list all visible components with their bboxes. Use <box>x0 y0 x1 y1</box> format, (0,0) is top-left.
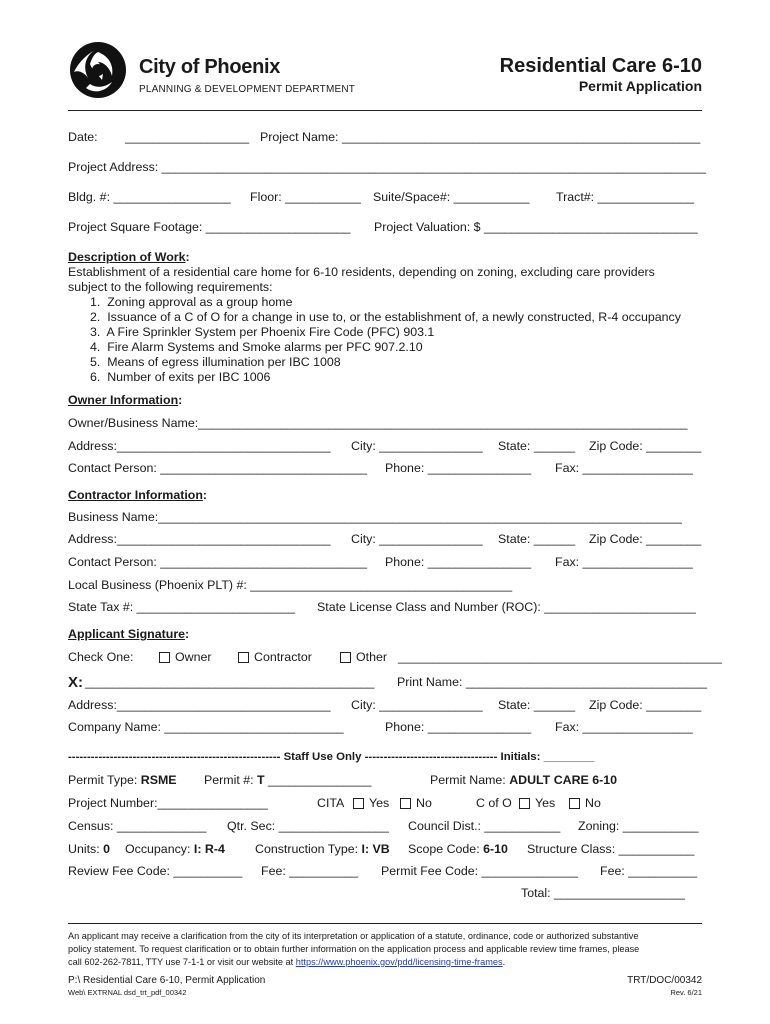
structure-class-field[interactable]: Structure Class: ___________ <box>527 842 695 856</box>
floor-field[interactable]: Floor: ___________ <box>250 190 361 204</box>
footer-divider <box>68 923 702 924</box>
contractor-phone-field[interactable]: Phone: _______________ <box>385 555 532 569</box>
form-title: Residential Care 6-10 <box>499 55 702 77</box>
signature-field[interactable]: __________________________________________ <box>85 675 375 689</box>
company-name-field[interactable]: Company Name: __________________________ <box>68 720 344 734</box>
cita-label: CITA <box>317 796 345 810</box>
bldg-field[interactable]: Bldg. #: _________________ <box>68 190 231 204</box>
contractor-name-field[interactable]: Business Name:____________________________________________________________________________ <box>68 510 682 524</box>
local-business-field[interactable]: Local Business (Phoenix PLT) #: ______________________________________ <box>68 578 513 592</box>
requirement-item: 6. Number of exits per IBC 1006 <box>90 370 271 384</box>
project-number-field[interactable]: Project Number:________________ <box>68 796 268 810</box>
footer-notice-line-2: policy statement. To request clarification or to obtain further information on the application process and applicable review time frames, please <box>68 944 640 954</box>
footer-notice-line-3: call 602-262-7811, TTY use 7-1-1 or visit our website at https://www.phoenix.gov/pdd/licensing-time-frames. <box>68 957 506 967</box>
applicant-city-field[interactable]: City: _______________ <box>351 698 483 712</box>
cofo-yes-checkbox[interactable]: Yes <box>519 796 555 811</box>
owner-zip-field[interactable]: Zip Code: ________ <box>589 439 702 453</box>
tract-field[interactable]: Tract#: ______________ <box>556 190 695 204</box>
checkbox-icon <box>569 798 580 809</box>
staff-use-divider: -------------------------------------------------------- Staff Use Only ----------------------------------- Initials: ________ <box>68 751 595 763</box>
permit-fee-code-field[interactable]: Permit Fee Code: ______________ <box>381 864 579 878</box>
contractor-checkbox[interactable]: Contractor <box>238 650 312 665</box>
cita-yes-checkbox[interactable]: Yes <box>353 796 389 811</box>
state-tax-field[interactable]: State Tax #: _______________________ <box>68 600 296 614</box>
permit-type: Permit Type: RSME <box>68 773 177 787</box>
review-fee-field[interactable]: Fee: __________ <box>261 864 359 878</box>
council-district-field[interactable]: Council Dist.: ___________ <box>408 819 561 833</box>
owner-fax-field[interactable]: Fax: ________________ <box>555 461 693 475</box>
header-divider <box>68 110 702 111</box>
permit-number: Permit #: T _______________ <box>204 773 372 787</box>
applicant-phone-field[interactable]: Phone: _______________ <box>385 720 532 734</box>
signature-x-label: X: <box>68 674 83 691</box>
project-name-field[interactable]: Project Name: ____________________________________________________ <box>260 130 701 144</box>
checkbox-icon <box>353 798 364 809</box>
state-license-field[interactable]: State License Class and Number (ROC): ______________________ <box>317 600 696 614</box>
contractor-fax-field[interactable]: Fax: ________________ <box>555 555 693 569</box>
licensing-time-frames-link[interactable]: https://www.phoenix.gov/pdd/licensing-time-frames <box>295 957 503 967</box>
print-name-field[interactable]: Print Name: ___________________________________ <box>397 675 708 689</box>
applicant-zip-field[interactable]: Zip Code: ________ <box>589 698 702 712</box>
requirement-item: 5. Means of egress illumination per IBC 1008 <box>90 355 341 369</box>
applicant-state-field[interactable]: State: ______ <box>498 698 576 712</box>
checkbox-icon <box>238 652 249 663</box>
owner-contact-field[interactable]: Contact Person: ______________________________ <box>68 461 368 475</box>
checkbox-icon <box>340 652 351 663</box>
zoning-field[interactable]: Zoning: ___________ <box>578 819 699 833</box>
qtr-sec-field[interactable]: Qtr. Sec: ________________ <box>227 819 389 833</box>
requirement-item: 3. A Fire Sprinkler System per Phoenix Fire Code (PFC) 903.1 <box>90 325 435 339</box>
check-one-label: Check One: <box>68 650 134 664</box>
description-heading: Description of Work: <box>68 250 190 264</box>
cita-no-checkbox[interactable]: No <box>400 796 432 811</box>
total-field[interactable]: Total: ___________________ <box>521 886 685 900</box>
applicant-fax-field[interactable]: Fax: ________________ <box>555 720 693 734</box>
applicant-address-field[interactable]: Address:_______________________________ <box>68 698 331 712</box>
checkbox-icon <box>159 652 170 663</box>
owner-phone-field[interactable]: Phone: _______________ <box>385 461 532 475</box>
owner-checkbox[interactable]: Owner <box>159 650 212 665</box>
owner-name-field[interactable]: Owner/Business Name:_______________________________________________________________________ <box>68 416 688 430</box>
other-checkbox[interactable]: Other <box>340 650 387 665</box>
permit-fee-field[interactable]: Fee: __________ <box>600 864 698 878</box>
file-path: P:\ Residential Care 6-10, Permit Application <box>68 975 266 986</box>
checkbox-icon <box>400 798 411 809</box>
suite-field[interactable]: Suite/Space#: ___________ <box>373 190 530 204</box>
date-field[interactable]: Date: __________________ <box>68 130 250 144</box>
contractor-zip-field[interactable]: Zip Code: ________ <box>589 532 702 546</box>
document-id: TRT/DOC/00342 <box>627 975 702 986</box>
units-value: Units: 0 <box>68 842 111 856</box>
contractor-address-field[interactable]: Address:_______________________________ <box>68 532 331 546</box>
owner-state-field[interactable]: State: ______ <box>498 439 576 453</box>
valuation-field[interactable]: Project Valuation: $ _______________________________ <box>374 220 698 234</box>
requirement-item: 1. Zoning approval as a group home <box>90 295 293 309</box>
owner-heading: Owner Information: <box>68 393 183 407</box>
web-path: Web\ EXTRNAL dsd_trt_pdf_00342 <box>68 988 187 997</box>
requirement-item: 2. Issuance of a C of O for a change in use to, or the establishment of, a newly constructed, R-4 occupancy <box>90 310 681 324</box>
contractor-state-field[interactable]: State: ______ <box>498 532 576 546</box>
requirement-item: 4. Fire Alarm Systems and Smoke alarms per PFC 907.2.10 <box>90 340 423 354</box>
footer-notice-line-1: An applicant may receive a clarification from the city of its interpretation or application of a statute, ordinance, code or authorized substantive <box>68 931 639 941</box>
description-intro-2: subject to the following requirements: <box>68 280 273 294</box>
owner-address-field[interactable]: Address:_______________________________ <box>68 439 331 453</box>
permit-name: Permit Name: ADULT CARE 6-10 <box>430 773 618 787</box>
footer-notice <box>68 930 708 969</box>
construction-type-value: Construction Type: I: VB <box>255 842 390 856</box>
square-footage-field[interactable]: Project Square Footage: _____________________ <box>68 220 351 234</box>
occupancy-value: Occupancy: I: R-4 <box>125 842 225 856</box>
owner-city-field[interactable]: City: _______________ <box>351 439 483 453</box>
contractor-city-field[interactable]: City: _______________ <box>351 532 483 546</box>
contractor-contact-field[interactable]: Contact Person: ______________________________ <box>68 555 368 569</box>
form-subtitle: Permit Application <box>578 78 702 94</box>
org-name: City of Phoenix <box>139 56 281 78</box>
revision-date: Rev. 6/21 <box>670 988 702 997</box>
scope-code-value: Scope Code: 6-10 <box>408 842 508 856</box>
applicant-heading: Applicant Signature: <box>68 627 190 641</box>
department-name: PLANNING & DEVELOPMENT DEPARTMENT <box>139 84 356 95</box>
checkbox-icon <box>519 798 530 809</box>
city-phoenix-logo-icon <box>68 40 128 100</box>
cofo-label: C of O <box>476 796 512 810</box>
review-fee-code-field[interactable]: Review Fee Code: __________ <box>68 864 243 878</box>
description-intro-1: Establishment of a residential care home for 6-10 residents, depending on zoning, excluding care providers <box>68 265 655 279</box>
other-specify-field[interactable]: _______________________________________________ <box>398 650 722 664</box>
census-field[interactable]: Census: _____________ <box>68 819 207 833</box>
project-address-field[interactable]: Project Address: _______________________________________________________________________________ <box>68 160 707 174</box>
cofo-no-checkbox[interactable]: No <box>569 796 601 811</box>
contractor-heading: Contractor Information: <box>68 488 208 502</box>
